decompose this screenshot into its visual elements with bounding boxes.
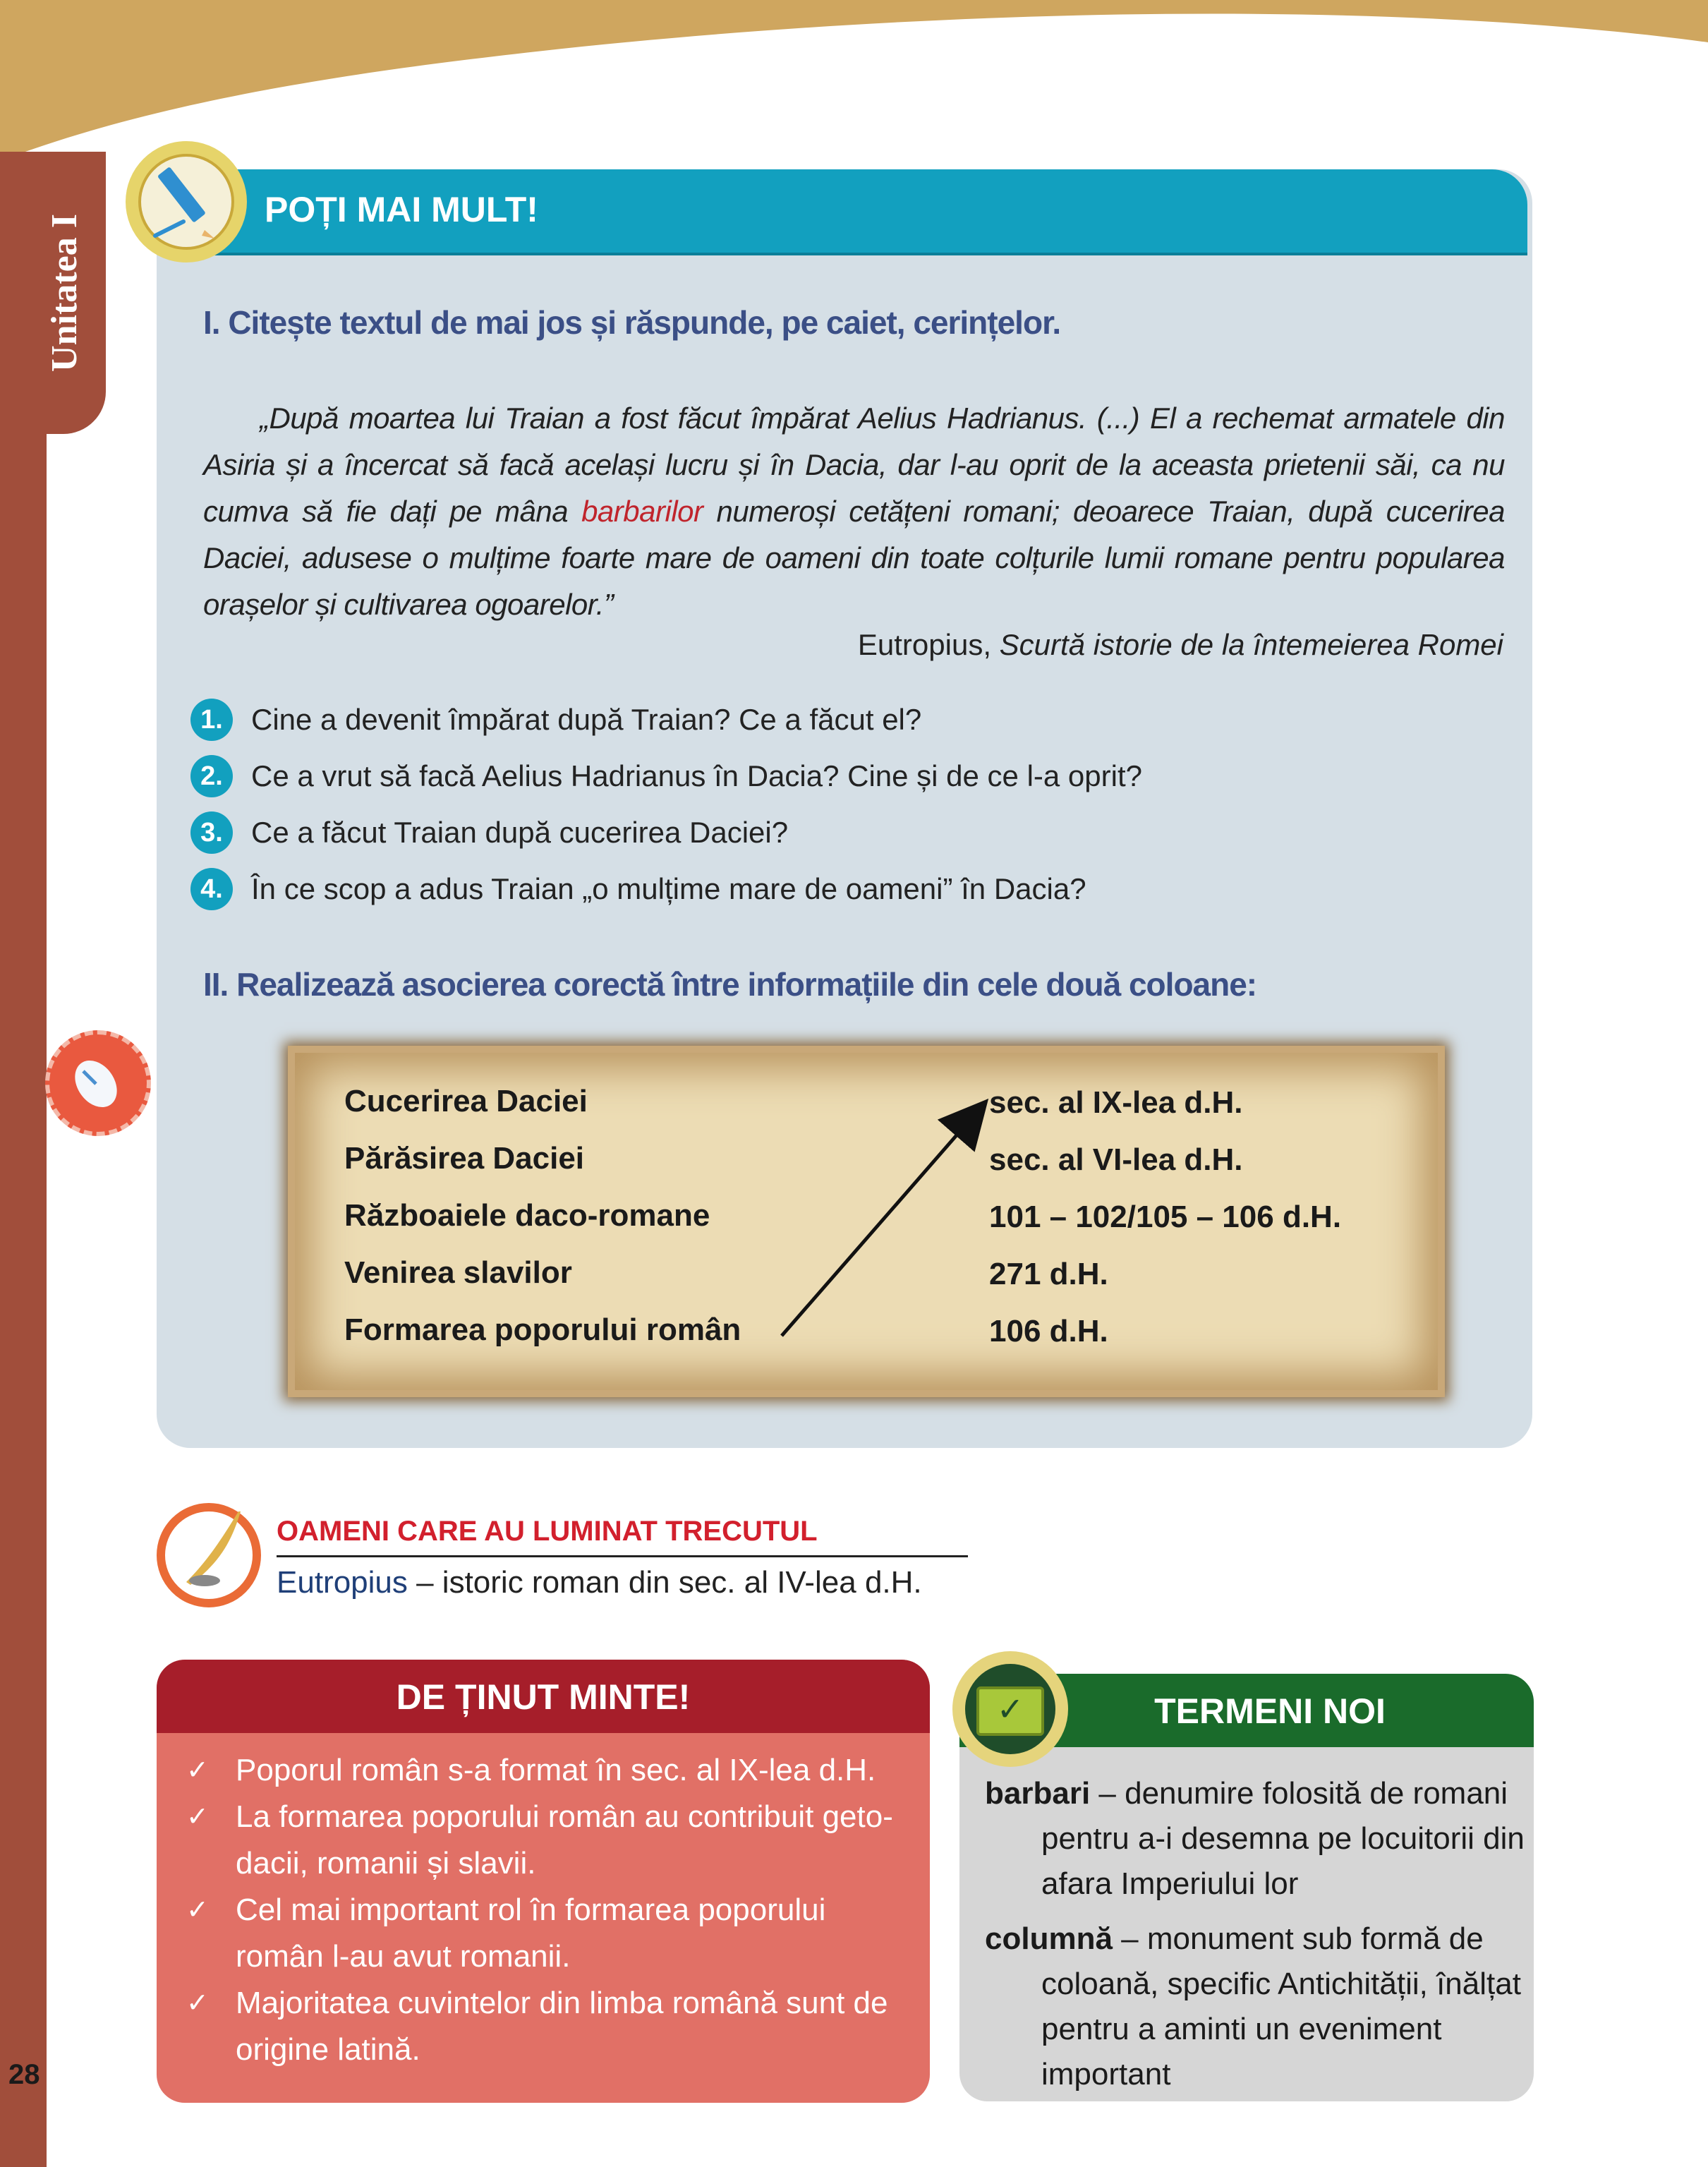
- remember-item-text: La formarea poporului român au contribuit geto-dacii, romanii și slavii.: [236, 1799, 893, 1881]
- question-item: [190, 868, 1086, 913]
- quote-highlight-barbarilor: barbarilor: [581, 495, 703, 528]
- question-item: [190, 755, 1142, 800]
- match-left-item: Războaiele daco-romane: [344, 1198, 710, 1233]
- source-quote: [203, 395, 1505, 628]
- term-word: barbari: [985, 1776, 1091, 1811]
- check-icon: ✓: [186, 1895, 209, 1925]
- person-name: Eutropius: [277, 1565, 408, 1600]
- question-number-badge: 2.: [190, 755, 233, 797]
- remember-item: [186, 1747, 906, 1794]
- question-text: Cine a devenit împărat după Traian? Ce a făcut el?: [251, 703, 922, 736]
- quote-text-part1: „După moartea lui Traian a fost făcut împărat Aelius Hadrianus. (...) El a rechemat armatele din Asiria și a încercat să facă același lucru și în Dacia, dar l-au oprit de la aceasta prietenii săi, ca nu cumva să fie dați pe mâna: [203, 402, 1505, 528]
- quote-text-part2: numeroși cetățeni romani; deoarece Traian, după cucerirea Daciei, adusese o mulțime foarte mare de oameni din toate colțurile lumii romane pentru popularea orașelor și cultivarea ogoarelor.”: [203, 495, 1505, 621]
- check-icon: ✓: [186, 1988, 209, 2018]
- term-entry: [985, 1771, 1577, 1907]
- match-left-item: Cucerirea Daciei: [344, 1084, 588, 1118]
- term-entry: [985, 1917, 1577, 2097]
- quote-source: [858, 628, 1503, 662]
- quill-icon: [157, 1503, 261, 1607]
- unit-side-strip: [0, 161, 47, 2167]
- term-definition: – denumire folosită de romani pentru a-i desemna pe locuitorii din afara Imperiului lor: [1041, 1776, 1525, 1901]
- person-description: – istoric roman din sec. al IV-lea d.H.: [407, 1565, 922, 1600]
- book-check-icon: ✓: [976, 1686, 1044, 1736]
- remember-item: [186, 1794, 906, 1887]
- question-text: Ce a vrut să facă Aelius Hadrianus în Dacia? Cine și de ce l-a oprit?: [251, 759, 1142, 792]
- remember-item-text: Cel mai important rol în formarea poporului român l-au avut romanii.: [236, 1893, 826, 1974]
- source-author: Eutropius,: [857, 628, 1000, 661]
- remember-item: [186, 1980, 906, 2073]
- term-definition: – monument sub formă de coloană, specific Antichității, înălțat pentru a aminti un eveniment important: [1041, 1921, 1521, 2091]
- question-item: [190, 811, 788, 857]
- match-right-item: 106 d.H.: [989, 1314, 1108, 1348]
- question-number-badge: 3.: [190, 811, 233, 854]
- match-left-item: Părăsirea Daciei: [344, 1141, 585, 1176]
- remember-item-text: Majoritatea cuvintelor din limba română sunt de origine latină.: [236, 1986, 888, 2067]
- mouse-icon: [45, 1030, 151, 1136]
- page-number: 28: [8, 2059, 40, 2090]
- people-entry: [277, 1565, 922, 1600]
- task-1-heading: I. Citește textul de mai jos și răspunde, pe caiet, cerințelor.: [203, 304, 1061, 341]
- check-icon: ✓: [186, 1756, 209, 1785]
- question-number-badge: 4.: [190, 868, 233, 910]
- check-icon: ✓: [186, 1802, 209, 1832]
- match-right-item: sec. al VI-lea d.H.: [989, 1142, 1243, 1177]
- question-text: Ce a făcut Traian după cucerirea Daciei?: [251, 816, 789, 849]
- question-item: [190, 699, 921, 744]
- match-left-item: Formarea poporului român: [344, 1312, 741, 1347]
- terms-title: TERMENI NOI: [1154, 1691, 1386, 1731]
- source-title: Scurtă istorie de la întemeierea Romei: [999, 628, 1503, 661]
- people-title-underline: [277, 1555, 968, 1557]
- match-right-item: 271 d.H.: [989, 1257, 1108, 1291]
- exercise-panel-title: POȚI MAI MULT!: [265, 190, 538, 229]
- task-2-heading: II. Realizează asocierea corectă între informațiile din cele două coloane:: [203, 966, 1257, 1003]
- remember-item-text: Poporul român s-a format în sec. al IX-lea d.H.: [236, 1753, 876, 1787]
- question-text: În ce scop a adus Traian „o mulțime mare de oameni” în Dacia?: [251, 872, 1086, 905]
- question-number-badge: 1.: [190, 699, 233, 741]
- match-right-item: 101 – 102/105 – 106 d.H.: [989, 1200, 1342, 1234]
- match-left-item: Venirea slavilor: [344, 1255, 572, 1290]
- remember-box: [157, 1660, 930, 2103]
- people-section-title: OAMENI CARE AU LUMINAT TRECUTUL: [277, 1516, 818, 1547]
- term-word: columnă: [985, 1921, 1113, 1956]
- pencil-icon: [138, 154, 234, 250]
- remember-title: DE ȚINUT MINTE!: [396, 1677, 691, 1717]
- top-decorative-band: [0, 0, 1708, 169]
- remember-item: [186, 1887, 906, 1980]
- unit-label: Unitatea I: [44, 214, 85, 372]
- match-right-item: sec. al IX-lea d.H.: [989, 1085, 1243, 1120]
